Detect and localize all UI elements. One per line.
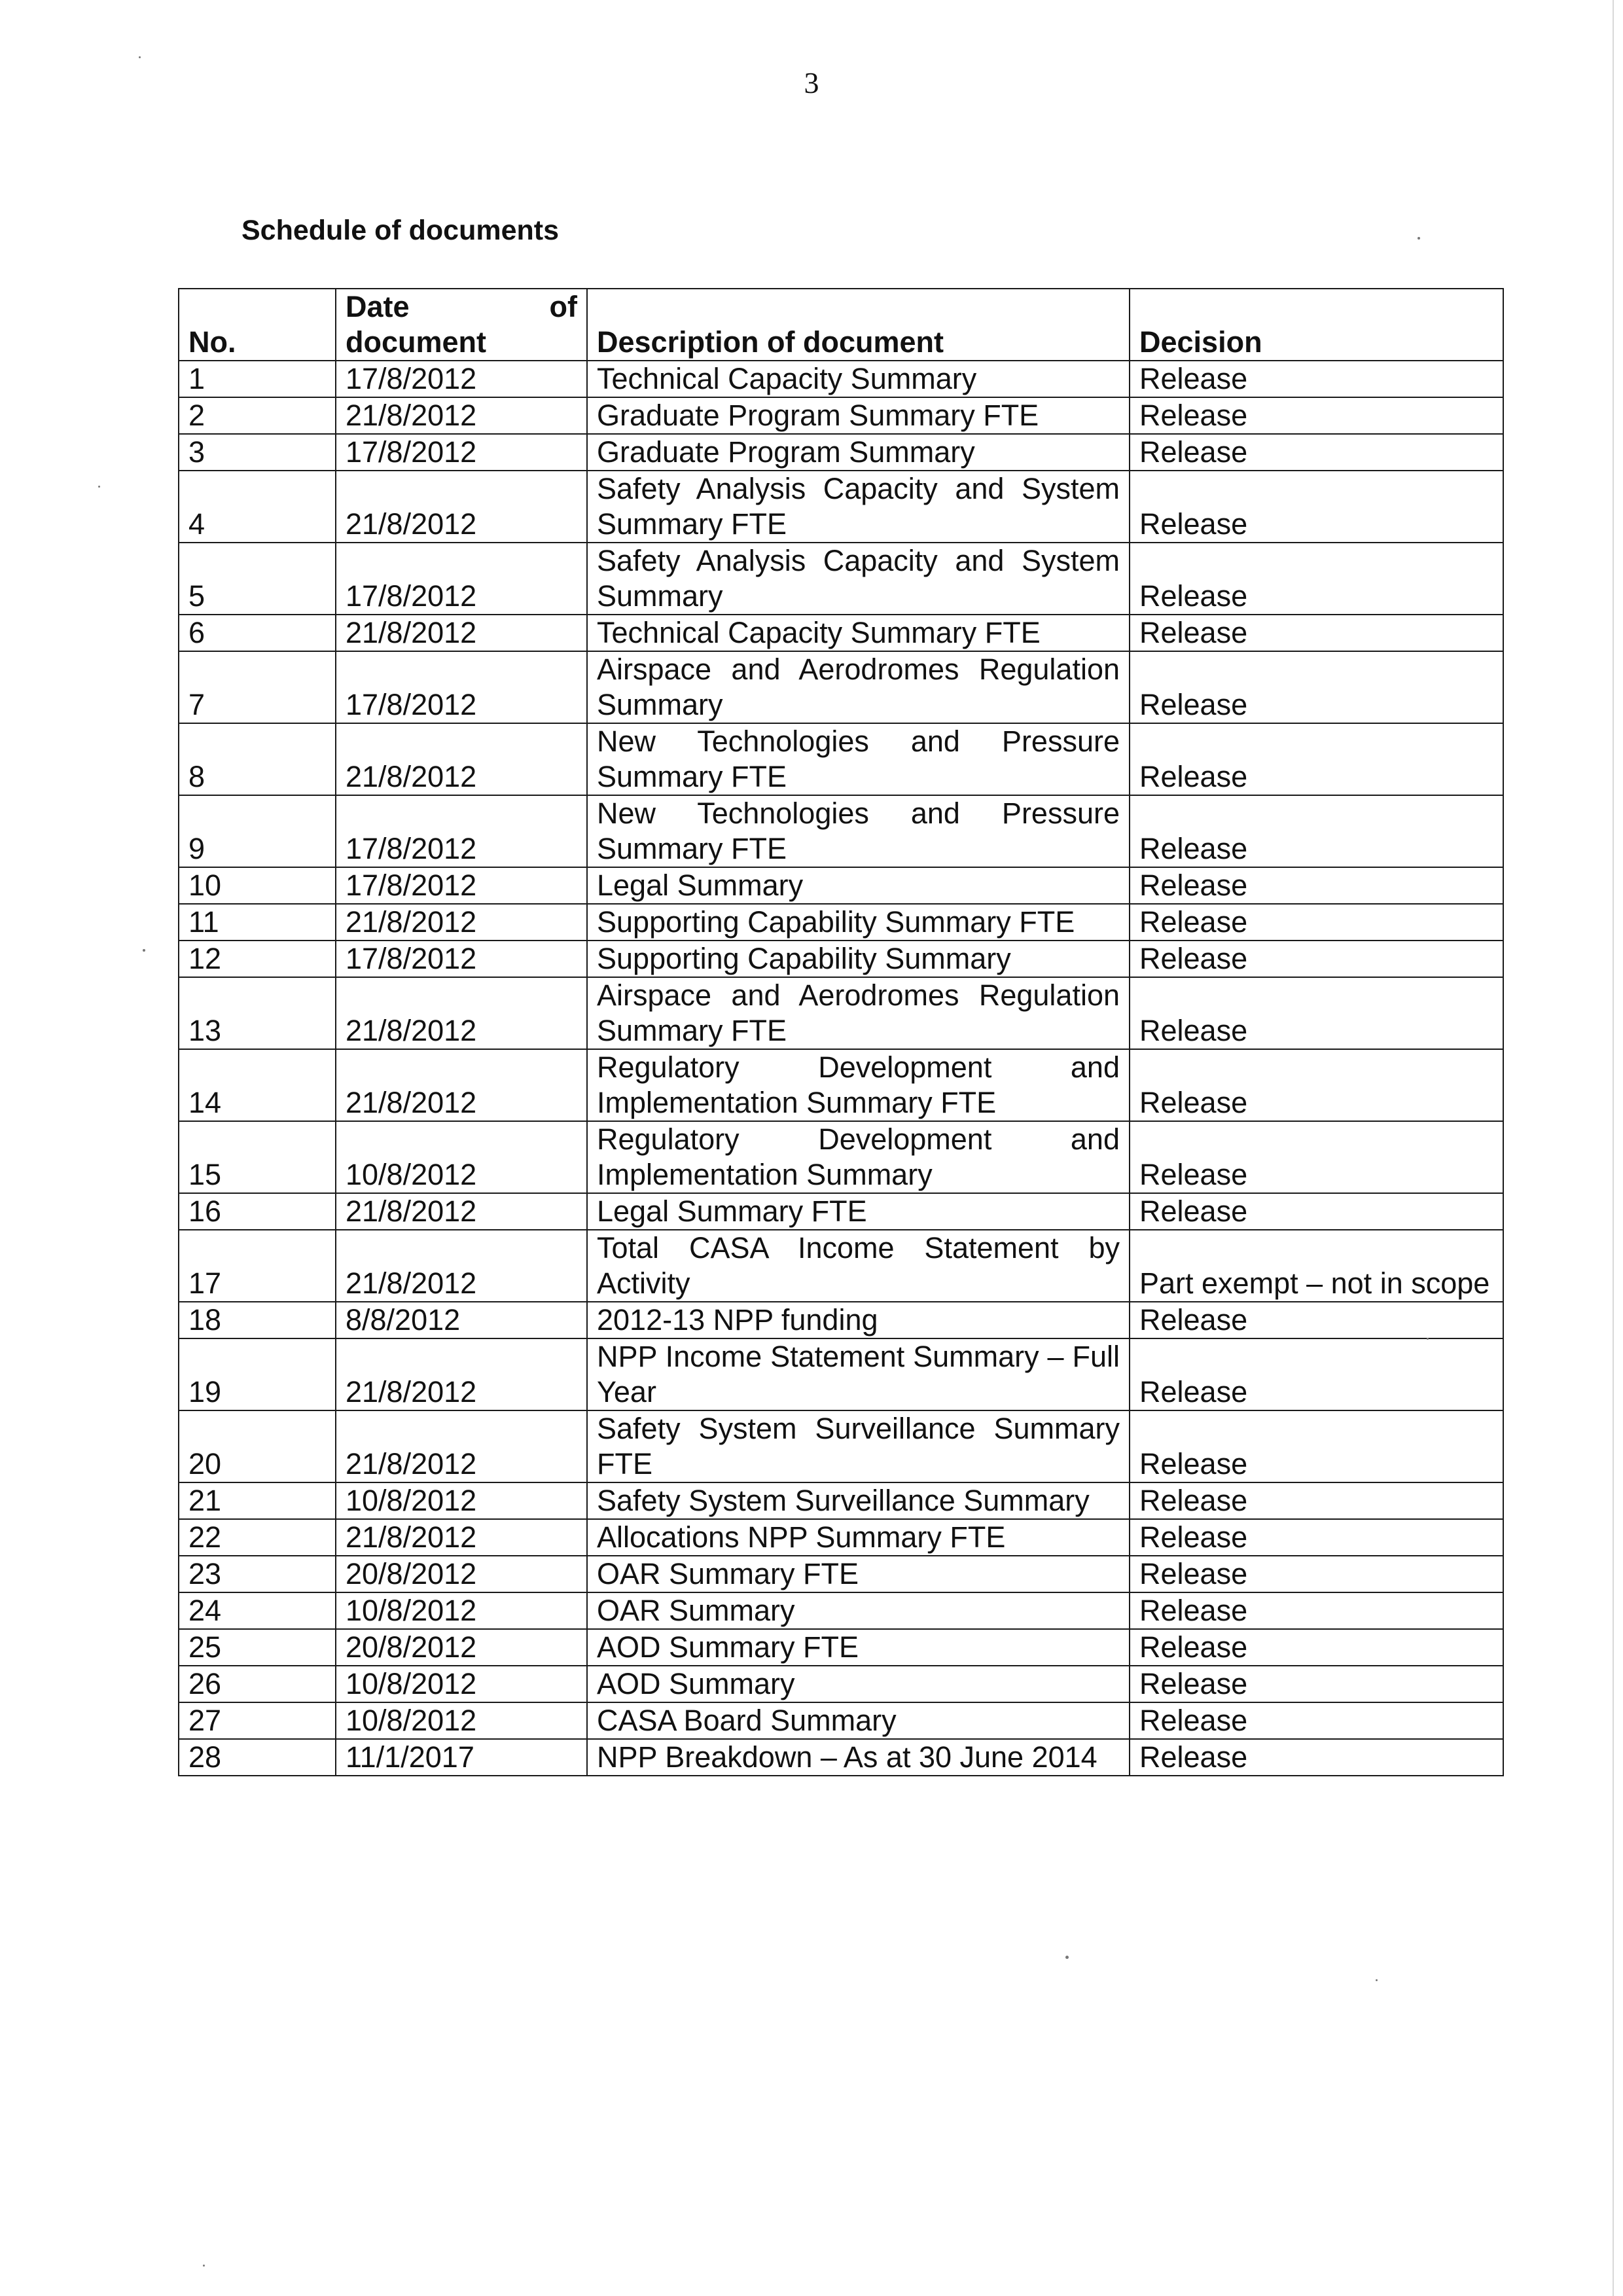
cell-date: 21/8/2012 [336,977,587,1049]
cell-no: 15 [179,1121,336,1193]
table-row [179,1482,1503,1519]
table-row [179,904,1503,941]
cell-date: 17/8/2012 [336,795,587,867]
table-row [179,1666,1503,1702]
header-decision: Decision [1130,289,1503,361]
cell-date: 21/8/2012 [336,904,587,941]
cell-no: 27 [179,1702,336,1739]
cell-description: Airspace and Aerodromes Regulation Summary FTE [587,977,1130,1049]
header-date-label [346,289,577,360]
cell-decision: Release [1130,1410,1503,1482]
cell-description: Safety Analysis Capacity and System Summary FTE [587,471,1130,543]
cell-no: 4 [179,471,336,543]
cell-no: 26 [179,1666,336,1702]
page-number: 3 [804,66,819,99]
cell-decision: Release [1130,1592,1503,1629]
cell-decision: Release [1130,867,1503,904]
cell-no: 11 [179,904,336,941]
cell-description: AOD Summary FTE [587,1629,1130,1666]
scan-speck [1065,1956,1069,1959]
scan-speck [1376,1979,1378,1981]
cell-no: 19 [179,1338,336,1410]
cell-decision: Release [1130,1482,1503,1519]
cell-date: 21/8/2012 [336,723,587,795]
cell-no: 9 [179,795,336,867]
cell-date: 17/8/2012 [336,543,587,615]
cell-description: Airspace and Aerodromes Regulation Summary [587,651,1130,723]
cell-description: CASA Board Summary [587,1702,1130,1739]
cell-decision: Release [1130,1629,1503,1666]
scan-speck [203,2265,205,2267]
header-description: Description of document [587,289,1130,361]
scan-edge [1613,0,1614,2296]
table-row [179,1702,1503,1739]
table-row [179,1519,1503,1556]
table-row [179,1302,1503,1338]
scan-speck [1418,237,1420,240]
cell-decision: Release [1130,1302,1503,1338]
cell-no: 24 [179,1592,336,1629]
cell-date: 21/8/2012 [336,1193,587,1230]
cell-description: Regulatory Development and Implementation Summary [587,1121,1130,1193]
cell-decision: Release [1130,434,1503,471]
scan-speck [1427,1338,1429,1340]
cell-no: 17 [179,1230,336,1302]
table-row [179,1556,1503,1592]
cell-decision: Release [1130,1556,1503,1592]
cell-description: NPP Breakdown – As at 30 June 2014 [587,1739,1130,1776]
cell-no: 23 [179,1556,336,1592]
cell-description: Graduate Program Summary FTE [587,397,1130,434]
cell-date: 21/8/2012 [336,1410,587,1482]
cell-date: 21/8/2012 [336,397,587,434]
cell-description: Graduate Program Summary [587,434,1130,471]
table-row [179,434,1503,471]
cell-no: 10 [179,867,336,904]
header-date [336,289,587,361]
cell-date: 17/8/2012 [336,941,587,977]
cell-no: 22 [179,1519,336,1556]
cell-no: 5 [179,543,336,615]
table-row [179,1338,1503,1410]
cell-decision: Release [1130,723,1503,795]
cell-decision: Release [1130,1702,1503,1739]
table-row [179,1121,1503,1193]
cell-date: 17/8/2012 [336,651,587,723]
cell-description: Technical Capacity Summary [587,361,1130,397]
cell-no: 20 [179,1410,336,1482]
table-body [179,361,1503,1776]
cell-decision: Part exempt – not in scope [1130,1230,1503,1302]
cell-description: New Technologies and Pressure Summary FTE [587,723,1130,795]
table-row [179,977,1503,1049]
table-row [179,471,1503,543]
cell-decision: Release [1130,795,1503,867]
cell-date: 21/8/2012 [336,1519,587,1556]
cell-date: 10/8/2012 [336,1482,587,1519]
cell-description: Legal Summary [587,867,1130,904]
cell-no: 14 [179,1049,336,1121]
cell-description: Allocations NPP Summary FTE [587,1519,1130,1556]
cell-decision: Release [1130,543,1503,615]
cell-description: Legal Summary FTE [587,1193,1130,1230]
cell-date: 21/8/2012 [336,1338,587,1410]
cell-decision: Release [1130,904,1503,941]
table-row [179,651,1503,723]
cell-no: 12 [179,941,336,977]
cell-decision: Release [1130,1739,1503,1776]
cell-decision: Release [1130,1121,1503,1193]
cell-decision: Release [1130,1666,1503,1702]
scan-speck [139,56,141,58]
header-date-line1 [346,289,577,325]
cell-decision: Release [1130,941,1503,977]
cell-decision: Release [1130,397,1503,434]
cell-decision: Release [1130,471,1503,543]
cell-decision: Release [1130,977,1503,1049]
scan-speck [143,949,145,952]
cell-description: Supporting Capability Summary [587,941,1130,977]
table-header-row [179,289,1503,361]
cell-date: 17/8/2012 [336,361,587,397]
cell-description: NPP Income Statement Summary – Full Year [587,1338,1130,1410]
cell-date: 21/8/2012 [336,615,587,651]
cell-description: OAR Summary FTE [587,1556,1130,1592]
cell-description: Technical Capacity Summary FTE [587,615,1130,651]
table-row [179,543,1503,615]
cell-decision: Release [1130,1049,1503,1121]
cell-description: Safety Analysis Capacity and System Summary [587,543,1130,615]
cell-date: 17/8/2012 [336,434,587,471]
header-of-word: of [549,290,577,323]
cell-no: 2 [179,397,336,434]
cell-decision: Release [1130,1193,1503,1230]
cell-decision: Release [1130,615,1503,651]
table-row [179,1049,1503,1121]
cell-date: 21/8/2012 [336,1230,587,1302]
cell-date: 10/8/2012 [336,1702,587,1739]
cell-date: 8/8/2012 [336,1302,587,1338]
table-row [179,795,1503,867]
cell-no: 28 [179,1739,336,1776]
cell-date: 17/8/2012 [336,867,587,904]
cell-no: 6 [179,615,336,651]
table-row [179,1193,1503,1230]
cell-no: 3 [179,434,336,471]
cell-decision: Release [1130,361,1503,397]
cell-description: New Technologies and Pressure Summary FTE [587,795,1130,867]
table-row [179,1739,1503,1776]
cell-date: 11/1/2017 [336,1739,587,1776]
cell-description: Safety System Surveillance Summary [587,1482,1130,1519]
table-row [179,1592,1503,1629]
page-heading: Schedule of documents [241,215,560,246]
table-row [179,867,1503,904]
cell-no: 18 [179,1302,336,1338]
cell-date: 20/8/2012 [336,1629,587,1666]
header-no: No. [179,289,336,361]
cell-description: 2012-13 NPP funding [587,1302,1130,1338]
cell-decision: Release [1130,1519,1503,1556]
table-row [179,1629,1503,1666]
cell-description: Safety System Surveillance Summary FTE [587,1410,1130,1482]
cell-date: 10/8/2012 [336,1592,587,1629]
header-document-word: document [346,325,487,359]
cell-no: 8 [179,723,336,795]
cell-decision: Release [1130,1338,1503,1410]
cell-description: Supporting Capability Summary FTE [587,904,1130,941]
cell-no: 7 [179,651,336,723]
table-row [179,615,1503,651]
schedule-table [178,288,1504,1776]
cell-no: 1 [179,361,336,397]
cell-no: 16 [179,1193,336,1230]
cell-no: 25 [179,1629,336,1666]
header-date-word: Date [346,290,410,323]
cell-date: 21/8/2012 [336,471,587,543]
table-row [179,941,1503,977]
cell-date: 21/8/2012 [336,1049,587,1121]
cell-no: 13 [179,977,336,1049]
table-row [179,723,1503,795]
cell-description: Total CASA Income Statement by Activity [587,1230,1130,1302]
table-row [179,397,1503,434]
table-row [179,1230,1503,1302]
cell-description: AOD Summary [587,1666,1130,1702]
cell-date: 20/8/2012 [336,1556,587,1592]
cell-description: Regulatory Development and Implementation Summary FTE [587,1049,1130,1121]
table-row [179,1410,1503,1482]
cell-description: OAR Summary [587,1592,1130,1629]
cell-no: 21 [179,1482,336,1519]
cell-date: 10/8/2012 [336,1666,587,1702]
cell-date: 10/8/2012 [336,1121,587,1193]
table-row [179,361,1503,397]
scan-speck [98,486,100,488]
cell-decision: Release [1130,651,1503,723]
